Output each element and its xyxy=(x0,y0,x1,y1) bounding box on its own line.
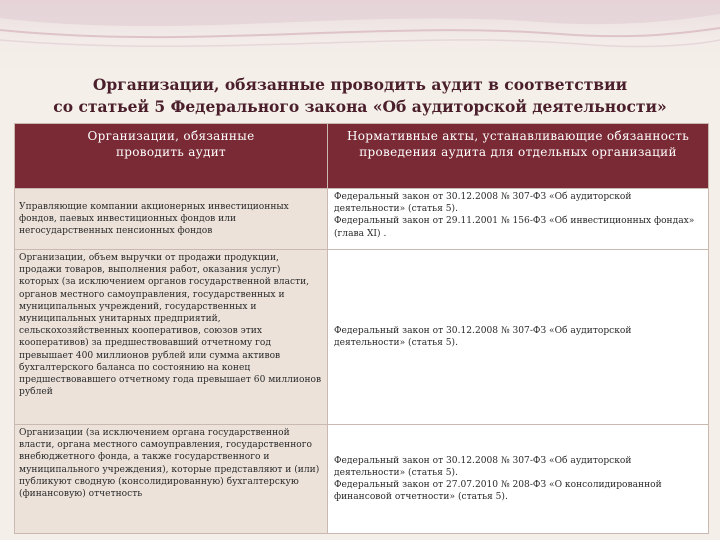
law-cell xyxy=(328,425,709,534)
table-header-row xyxy=(15,124,709,189)
table-row xyxy=(15,250,709,425)
law-line: Федеральный закон от 27.07.2010 № 208-ФЗ «О консолидированной финансовой отчетности» (статья 5). xyxy=(334,480,662,503)
org-cell: Организации (за исключением органа государственной власти, органа местного самоуправления, государственного внебюджетного фонда, а также государственного и муниципального учреждения), которые представляют и (или) публикуют сводную (консолидированную) бухгалтерскую (финансовую) отчетность xyxy=(15,425,328,534)
slide-title xyxy=(0,74,720,118)
audit-organizations-table xyxy=(14,123,709,534)
header-organizations: Организации, обязанные проводить аудит xyxy=(15,124,328,189)
law-line: Федеральный закон от 30.12.2008 № 307-ФЗ «Об аудиторской деятельности» (статья 5). xyxy=(334,325,632,348)
decorative-wave xyxy=(0,0,720,70)
slide-title-line1: Организации, обязанные проводить аудит в соответствии xyxy=(92,75,628,94)
header-normative-acts: Нормативные акты, устанавливающие обязанность проведения аудита для отдельных организаций xyxy=(328,124,709,189)
law-line: Федеральный закон от 30.12.2008 № 307-ФЗ «Об аудиторской деятельности» (статья 5). xyxy=(334,455,632,478)
law-line: Федеральный закон от 30.12.2008 № 307-ФЗ «Об аудиторской деятельности» (статья 5). xyxy=(334,192,632,215)
law-cell xyxy=(328,250,709,425)
org-cell: Организации, объем выручки от продажи продукции, продажи товаров, выполнения работ, оказания услуг) которых (за исключением органов государственной власти, органов местного самоуправления, государственных и муниципальных учреждений, государственных и муниципальных унитарных предприятий, сельскохозяйственных кооперативов, союзов этих кооперативов) за предшествовавший отчетному год превышает 400 миллионов рублей или сумма активов бухгалтерского баланса по состоянию на конец предшествовавшего отчетному года превышает 60 миллионов рублей xyxy=(15,250,328,425)
org-cell: Управляющие компании акционерных инвестиционных фондов, паевых инвестиционных фондов или негосударственных пенсионных фондов xyxy=(15,189,328,250)
law-cell xyxy=(328,189,709,250)
table-row xyxy=(15,189,709,250)
table-row xyxy=(15,425,709,534)
law-line: Федеральный закон от 29.11.2001 № 156-ФЗ «Об инвестиционных фондах» (глава XI) . xyxy=(334,216,695,239)
slide-title-line2: со статьей 5 Федерального закона «Об аудиторской деятельности» xyxy=(53,97,667,116)
